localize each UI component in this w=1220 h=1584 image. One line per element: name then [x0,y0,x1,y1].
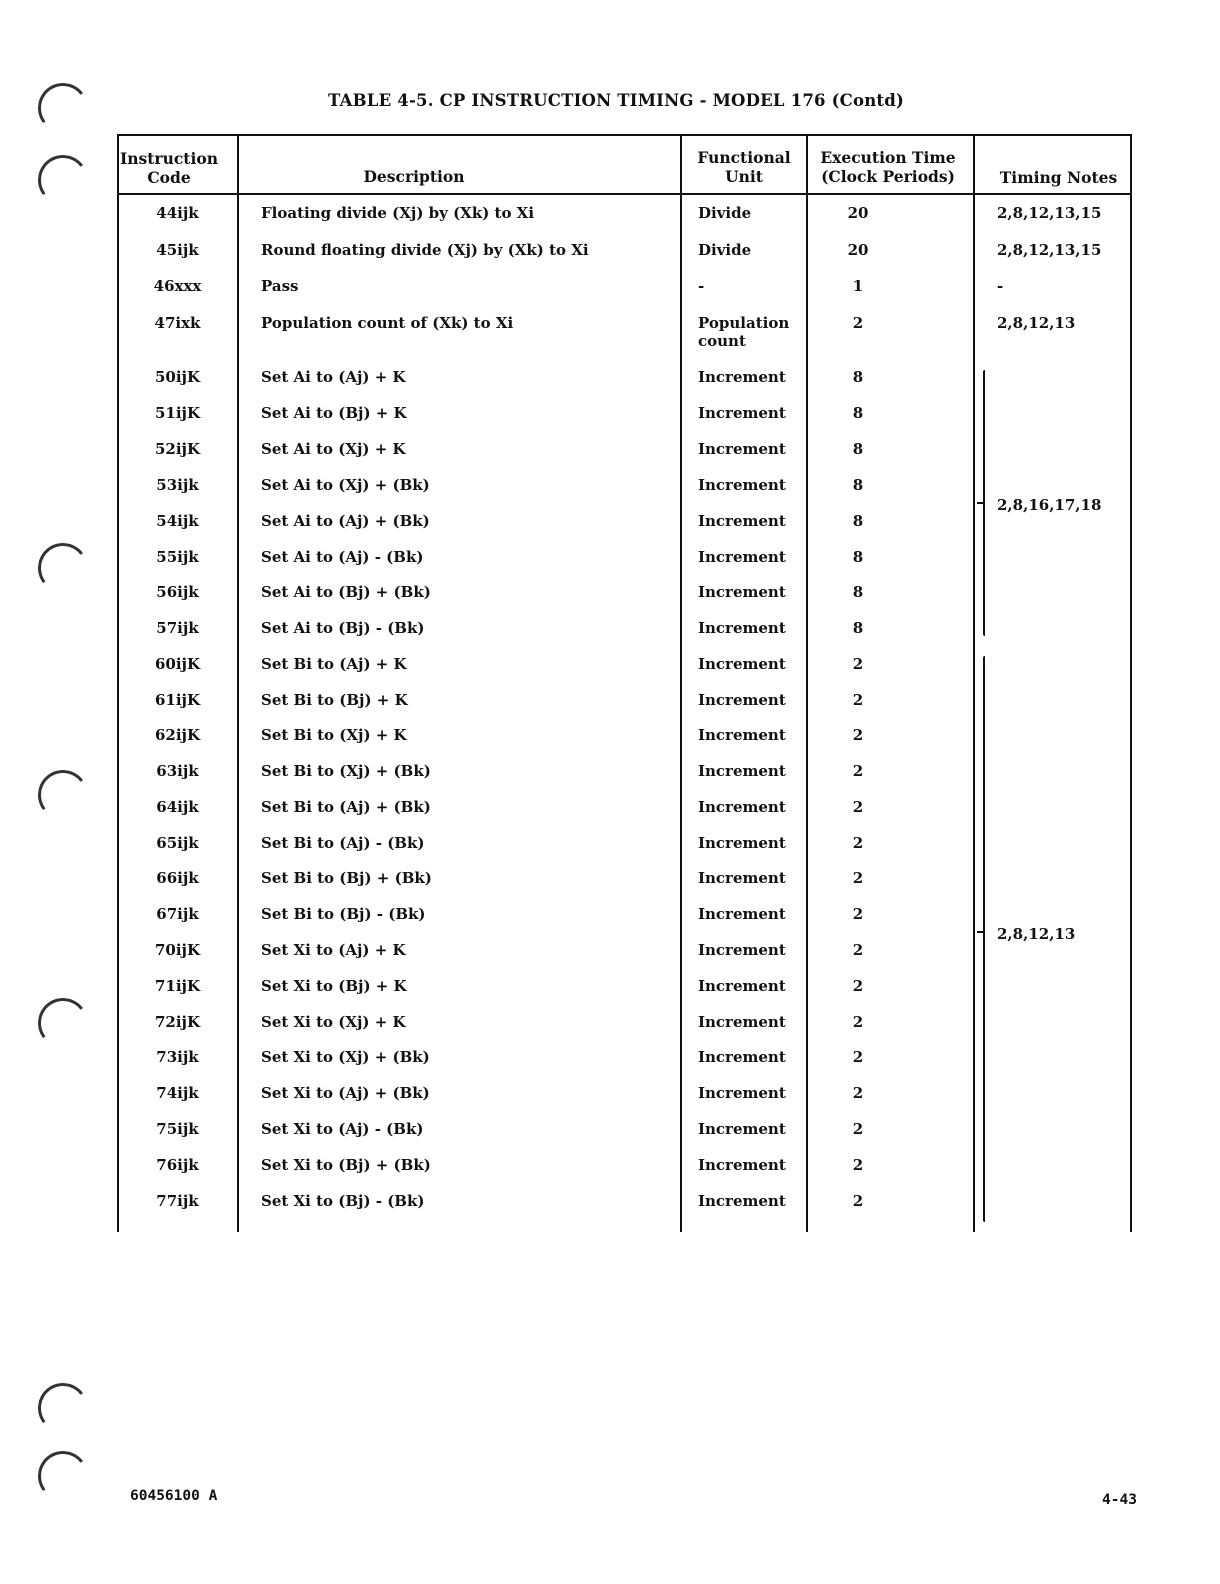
header-exec-line2: (Clock Periods) [821,167,955,186]
row-exec-cell: 2 [852,941,864,959]
row-unit-cell: Increment [698,726,786,744]
row-code-cell: 60ijK [154,655,201,673]
row-exec-cell: 2 [852,1120,864,1138]
header-unit-line1: Functional [697,148,791,167]
row-exec-cell: 8 [852,548,864,566]
row-exec-cell: 20 [847,204,869,222]
row-exec-cell: 2 [852,762,864,780]
row-desc-cell: Set Ai to (Bj) + (Bk) [261,583,431,601]
page-title: TABLE 4-5. CP INSTRUCTION TIMING - MODEL 176 (Contd) [328,91,904,110]
row-unit-cell: Increment [698,834,786,852]
row-desc-cell: Set Bi to (Xj) + K [261,726,407,744]
row-code-cell: 65ijk [156,834,199,852]
row-exec-cell: 2 [852,1013,864,1031]
binder-hole-2 [35,152,91,208]
row-desc-cell: Set Bi to (Xj) + (Bk) [261,762,431,780]
col-divider-right [1130,134,1132,1232]
row-exec-cell: 20 [847,241,869,259]
row-unit-cell: Increment [698,368,786,386]
row-code-cell: 62ijK [154,726,201,744]
row-unit-cell: Increment [698,1120,786,1138]
row-unit-cell: Increment [698,1013,786,1031]
row-code-cell: 67ijk [156,905,199,923]
row-exec-cell: 2 [852,655,864,673]
row-desc-cell: Round floating divide (Xj) by (Xk) to Xi [261,241,589,259]
row-exec-cell: 2 [852,977,864,995]
row-code-cell: 72ijK [154,1013,201,1031]
row-unit-cell: Increment [698,655,786,673]
row-unit-cell: Increment [698,905,786,923]
row-code-cell: 57ijk [156,619,199,637]
row-unit-cell: Increment [698,1156,786,1174]
row-code-cell: 70ijK [154,941,201,959]
row-code-cell: 77ijk [156,1192,199,1210]
row-desc-cell: Set Bi to (Aj) + K [261,655,407,673]
row-code-cell: 66ijk [156,869,199,887]
row-unit-cell: Increment [698,476,786,494]
header-exec-line1: Execution Time [820,148,956,167]
row-code-cell: 56ijk [156,583,199,601]
row-desc-cell: Set Ai to (Aj) + (Bk) [261,512,430,530]
row-code-cell: 44ijk [156,204,199,222]
row-exec-cell: 2 [852,905,864,923]
row-exec-cell: 2 [852,834,864,852]
col-divider-unit [806,134,808,1232]
row-desc-cell: Set Ai to (Aj) - (Bk) [261,548,424,566]
col-divider-desc [680,134,682,1232]
row-code-cell: 61ijK [154,691,201,709]
table-header-rule [117,193,1132,195]
row-desc-cell: Set Xi to (Xj) + (Bk) [261,1048,430,1066]
row-desc-cell: Floating divide (Xj) by (Xk) to Xi [261,204,535,222]
binder-hole-3 [35,540,91,596]
header-unit-line2: Unit [725,167,763,186]
row-exec-cell: 2 [852,726,864,744]
row-unit-cell: Population [698,314,790,332]
binder-hole-6 [35,1380,91,1436]
row-exec-cell: 8 [852,368,864,386]
row-code-cell: 54ijk [156,512,199,530]
row-desc-cell: Set Xi to (Aj) + K [261,941,406,959]
row-unit-cell: Increment [698,583,786,601]
binder-hole-5 [35,995,91,1051]
row-exec-cell: 2 [852,314,864,332]
row-desc-cell: Pass [261,277,299,295]
header-code [117,149,221,187]
row-unit-cell: Increment [698,1048,786,1066]
row-code-cell: 71ijK [154,977,201,995]
row-desc-cell: Set Bi to (Bj) + (Bk) [261,869,432,887]
row-desc-cell: Set Bi to (Aj) + (Bk) [261,798,431,816]
row-notes-cell: - [997,277,1004,295]
brace-group-b [983,656,985,1222]
row-code-cell: 50ijK [154,368,201,386]
header-code-line2: Code [147,168,191,187]
timing-table [117,134,1132,1232]
row-code-cell: 53ijk [156,476,199,494]
row-exec-cell: 2 [852,1048,864,1066]
row-exec-cell: 8 [852,440,864,458]
row-code-cell: 46xxx [153,277,202,295]
row-desc-cell: Set Xi to (Bj) + K [261,977,407,995]
row-unit-cell: Increment [698,548,786,566]
binder-hole-7 [35,1448,91,1504]
brace-group-b-tip [977,931,983,933]
row-exec-cell: 2 [852,691,864,709]
brace-group-a-tip [977,502,983,504]
row-desc-cell: Set Xi to (Aj) - (Bk) [261,1120,424,1138]
row-desc-cell: Set Ai to (Bj) - (Bk) [261,619,425,637]
row-unit-cell: Increment [698,440,786,458]
row-unit-cell: Increment [698,512,786,530]
table-top-rule [117,134,1132,136]
col-divider-exec [973,134,975,1232]
row-notes-cell: 2,8,12,13 [997,314,1076,332]
row-desc-cell: Set Xi to (Bj) + (Bk) [261,1156,431,1174]
row-desc-cell: Set Bi to (Bj) + K [261,691,408,709]
header-notes: Timing Notes [999,168,1118,187]
row-code-cell: 45ijk [156,241,199,259]
header-unit [682,148,806,186]
row-desc-cell: Set Xi to (Aj) + (Bk) [261,1084,430,1102]
row-unit-cell: Increment [698,1084,786,1102]
row-code-cell: 51ijK [154,404,201,422]
row-unit-cell: Increment [698,691,786,709]
row-unit-cell: Increment [698,404,786,422]
row-exec-cell: 2 [852,1084,864,1102]
row-code-cell: 55ijk [156,548,199,566]
doc-number: 60456100 A [130,1488,218,1504]
row-unit-cell: Increment [698,941,786,959]
binder-hole-4 [35,767,91,823]
header-code-line1: Instruction [120,149,218,168]
row-unit-cell: - [698,277,705,295]
row-exec-cell: 2 [852,1192,864,1210]
row-desc-cell: Set Bi to (Aj) - (Bk) [261,834,425,852]
row-code-cell: 73ijk [156,1048,199,1066]
row-exec-cell: 1 [852,277,864,295]
row-unit-cell: Divide [698,241,752,259]
brace-group-a [983,370,985,636]
row-unit-cell: Divide [698,204,752,222]
row-desc-cell: Set Ai to (Bj) + K [261,404,407,422]
header-description: Description [363,167,465,186]
row-exec-cell: 8 [852,404,864,422]
row-exec-cell: 2 [852,798,864,816]
row-code-cell: 64ijk [156,798,199,816]
brace-group-b-notes: 2,8,12,13 [997,925,1076,943]
row-unit-cell: Increment [698,619,786,637]
row-code-cell: 52ijK [154,440,201,458]
row-desc-cell: Population count of (Xk) to Xi [261,314,514,332]
row-unit-cell: Increment [698,977,786,995]
row-desc-cell: Set Ai to (Xj) + K [261,440,406,458]
col-divider-left [117,134,119,1232]
binder-hole-1 [35,80,91,136]
row-desc-cell: Set Ai to (Aj) + K [261,368,406,386]
row-exec-cell: 8 [852,512,864,530]
row-desc-cell: Set Xi to (Bj) - (Bk) [261,1192,425,1210]
row-desc-cell: Set Bi to (Bj) - (Bk) [261,905,426,923]
row-unit-cell-line2: count [698,332,746,350]
row-unit-cell: Increment [698,762,786,780]
row-exec-cell: 8 [852,583,864,601]
row-notes-cell: 2,8,12,13,15 [997,204,1102,222]
header-exec [808,148,968,186]
col-divider-code [237,134,239,1232]
row-code-cell: 74ijk [156,1084,199,1102]
row-code-cell: 63ijk [156,762,199,780]
row-exec-cell: 2 [852,1156,864,1174]
row-unit-cell: Increment [698,1192,786,1210]
row-notes-cell: 2,8,12,13,15 [997,241,1102,259]
brace-group-a-notes: 2,8,16,17,18 [997,496,1102,514]
page-number: 4-43 [1102,1492,1137,1508]
row-code-cell: 47ixk [154,314,201,332]
row-code-cell: 75ijk [156,1120,199,1138]
row-code-cell: 76ijk [156,1156,199,1174]
row-exec-cell: 2 [852,869,864,887]
row-unit-cell: Increment [698,869,786,887]
row-desc-cell: Set Ai to (Xj) + (Bk) [261,476,430,494]
row-unit-cell: Increment [698,798,786,816]
row-exec-cell: 8 [852,476,864,494]
row-desc-cell: Set Xi to (Xj) + K [261,1013,406,1031]
row-exec-cell: 8 [852,619,864,637]
